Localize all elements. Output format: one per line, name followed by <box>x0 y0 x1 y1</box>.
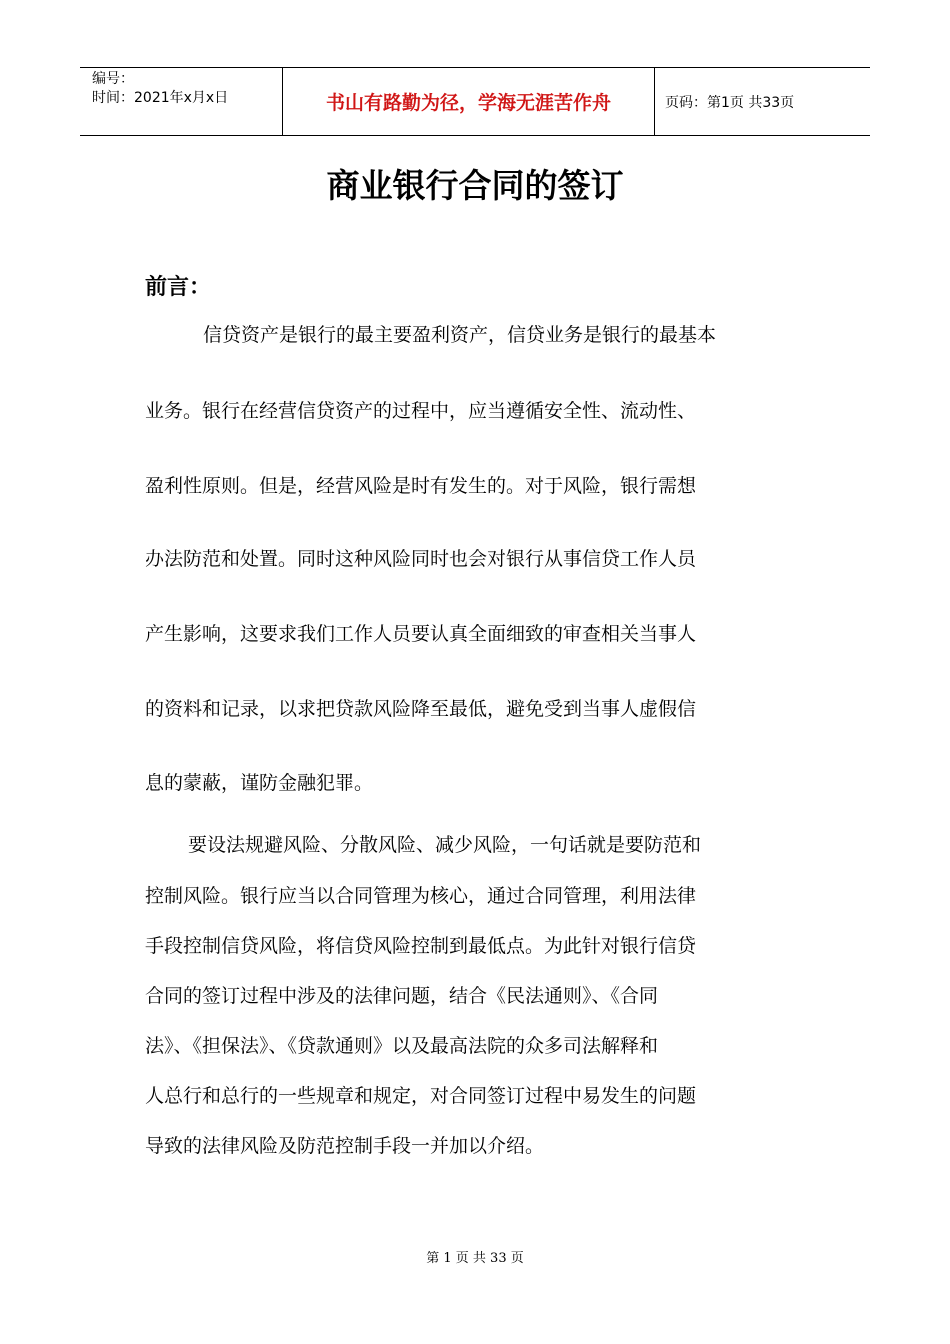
paragraph-line: 导致的法律风险及防范控制手段一并加以介绍。 <box>145 1135 545 1157</box>
paragraph-line: 的资料和记录，以求把贷款风险降至最低，避免受到当事人虚假信 <box>145 698 697 720</box>
time-label: 时间：2021年x月x日 <box>92 90 229 106</box>
paragraph-line: 手段控制信贷风险，将信贷风险控制到最低点。为此针对银行信贷 <box>145 935 697 957</box>
document-title: 商业银行合同的签订 <box>326 166 624 205</box>
paragraph-line: 人总行和总行的一些规章和规定，对合同签订过程中易发生的问题 <box>145 1085 697 1107</box>
paragraph-line: 合同的签订过程中涉及的法律问题，结合《民法通则》、《合同 <box>145 985 659 1007</box>
paragraph-line: 法》、《担保法》、《贷款通则》以及最高法院的众多司法解释和 <box>145 1035 659 1057</box>
paragraph-line: 产生影响，这要求我们工作人员要认真全面细致的审查相关当事人 <box>145 623 697 645</box>
paragraph-line: 要设法规避风险、分散风险、减少风险，一句话就是要防范和 <box>188 834 702 856</box>
page-footer: 第 1 页 共 33 页 <box>426 1251 524 1266</box>
paragraph-line: 业务。银行在经营信贷资产的过程中，应当遵循安全性、流动性、 <box>145 400 697 422</box>
number-label: 编号： <box>92 71 134 87</box>
document-header <box>80 67 870 136</box>
paragraph-line: 办法防范和处置。同时这种风险同时也会对银行从事信贷工作人员 <box>145 548 697 570</box>
paragraph-line: 信贷资产是银行的最主要盈利资产，信贷业务是银行的最基本 <box>203 324 717 346</box>
preface-heading: 前言： <box>145 275 212 300</box>
paragraph-line: 盈利性原则。但是，经营风险是时有发生的。对于风险，银行需想 <box>145 475 697 497</box>
header-page-info: 页码：第1页 共33页 <box>665 94 795 111</box>
paragraph-line: 息的蒙蔽，谨防金融犯罪。 <box>145 772 374 794</box>
paragraph-line: 控制风险。银行应当以合同管理为核心，通过合同管理，利用法律 <box>145 885 697 907</box>
header-meta <box>80 68 282 135</box>
header-motto: 书山有路勤为径，学海无涯苦作舟 <box>282 68 655 135</box>
